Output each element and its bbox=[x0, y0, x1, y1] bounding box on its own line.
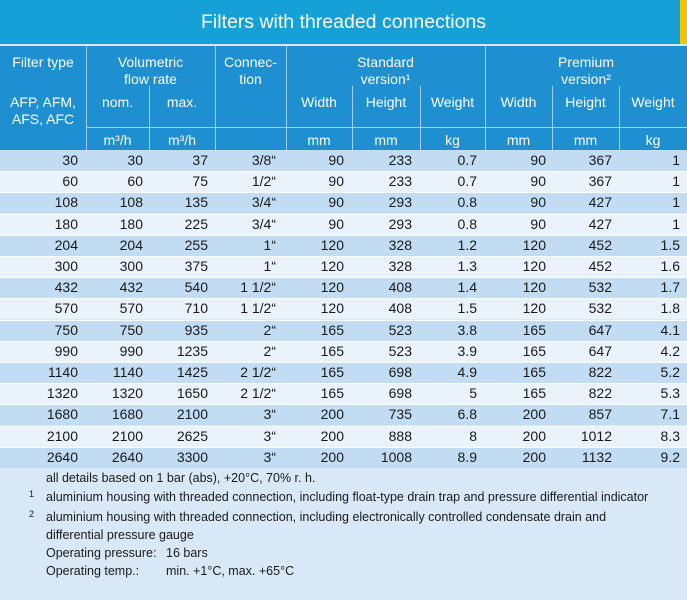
table-row bbox=[0, 320, 687, 341]
cell-prem-height: 367 bbox=[588, 152, 612, 168]
cell-std-weight: 5 bbox=[469, 385, 477, 401]
cell-prem-weight: 7.1 bbox=[660, 406, 680, 422]
footnote-mark-2: 2 bbox=[29, 509, 35, 519]
header-filter-type: Filter type bbox=[12, 54, 74, 70]
note-basis: all details based on 1 bar (abs), +20°C, 70% r. h. bbox=[46, 471, 316, 485]
cell-connection: 2“ bbox=[263, 343, 276, 359]
accent-stripe bbox=[680, 0, 687, 44]
row-separator bbox=[0, 383, 687, 384]
cell-prem-width: 90 bbox=[530, 194, 546, 210]
cell-std-height: 523 bbox=[388, 343, 412, 359]
header-premium: version² bbox=[561, 71, 611, 87]
unit-prem-height: mm bbox=[573, 132, 598, 148]
cell-flow-max: 75 bbox=[192, 173, 208, 189]
cell-std-width: 90 bbox=[328, 152, 344, 168]
cell-std-weight: 3.9 bbox=[457, 343, 477, 359]
header-prem-weight: Weight bbox=[631, 94, 675, 110]
cell-prem-width: 165 bbox=[522, 385, 546, 401]
header-standard: Standard bbox=[357, 54, 414, 70]
operating-pressure-value: 16 bars bbox=[166, 546, 208, 560]
cell-prem-weight: 1.5 bbox=[660, 237, 680, 253]
row-separator bbox=[0, 426, 687, 427]
table-row bbox=[0, 214, 687, 235]
cell-prem-weight: 1 bbox=[672, 194, 680, 210]
cell-std-height: 408 bbox=[388, 279, 412, 295]
table-row bbox=[0, 192, 687, 213]
cell-std-weight: 3.8 bbox=[457, 322, 477, 338]
cell-prem-weight: 8.3 bbox=[660, 428, 680, 444]
cell-flow-max: 2625 bbox=[176, 428, 208, 444]
table-title: Filters with threaded connections bbox=[200, 11, 487, 33]
table-row bbox=[0, 150, 687, 171]
table-row bbox=[0, 383, 687, 404]
cell-flow-max: 3300 bbox=[176, 449, 208, 465]
cell-flow-nom: 60 bbox=[127, 173, 143, 189]
cell-std-weight: 1.4 bbox=[457, 279, 477, 295]
cell-flow-nom: 1680 bbox=[111, 406, 143, 422]
unit-prem-weight: kg bbox=[645, 132, 661, 148]
cell-prem-weight: 4.1 bbox=[660, 322, 680, 338]
header-prem-height: Height bbox=[565, 94, 606, 110]
cell-filter-type: 180 bbox=[54, 216, 78, 232]
cell-prem-width: 120 bbox=[522, 237, 546, 253]
cell-std-width: 165 bbox=[320, 385, 344, 401]
cell-filter-type: 750 bbox=[54, 322, 78, 338]
cell-filter-type: 2640 bbox=[46, 449, 78, 465]
cell-std-height: 735 bbox=[388, 406, 412, 422]
cell-flow-max: 1425 bbox=[176, 364, 208, 380]
row-separator bbox=[0, 277, 687, 278]
cell-filter-type: 204 bbox=[54, 237, 78, 253]
cell-std-weight: 1.3 bbox=[457, 258, 477, 274]
unit-prem-width: mm bbox=[506, 132, 531, 148]
table-row bbox=[0, 235, 687, 256]
cell-prem-weight: 5.3 bbox=[660, 385, 680, 401]
cell-prem-weight: 1 bbox=[672, 152, 680, 168]
cell-flow-nom: 2100 bbox=[111, 428, 143, 444]
cell-flow-max: 375 bbox=[184, 258, 208, 274]
cell-flow-max: 135 bbox=[184, 194, 208, 210]
header-prem-width: Width bbox=[500, 94, 537, 110]
cell-std-width: 165 bbox=[320, 343, 344, 359]
cell-std-weight: 0.8 bbox=[457, 194, 477, 210]
cell-flow-max: 935 bbox=[184, 322, 208, 338]
cell-prem-width: 90 bbox=[530, 173, 546, 189]
cell-std-width: 200 bbox=[320, 406, 344, 422]
cell-flow-max: 37 bbox=[192, 152, 208, 168]
cell-prem-width: 120 bbox=[522, 279, 546, 295]
cell-std-width: 120 bbox=[320, 300, 344, 316]
cell-std-width: 165 bbox=[320, 322, 344, 338]
header-std-weight: Weight bbox=[430, 94, 475, 110]
header-premium: Premium bbox=[557, 54, 614, 70]
operating-temp-value: min. +1°C, max. +65°C bbox=[166, 564, 295, 578]
cell-std-weight: 4.9 bbox=[457, 364, 477, 380]
cell-prem-width: 90 bbox=[530, 216, 546, 232]
header-standard: version¹ bbox=[360, 71, 411, 87]
row-separator bbox=[0, 171, 687, 172]
cell-prem-height: 532 bbox=[588, 300, 612, 316]
cell-connection: 1“ bbox=[263, 258, 276, 274]
cell-prem-width: 200 bbox=[522, 449, 546, 465]
header-std-width: Width bbox=[301, 94, 337, 110]
cell-std-width: 90 bbox=[328, 194, 344, 210]
cell-std-width: 200 bbox=[320, 428, 344, 444]
table-row bbox=[0, 362, 687, 383]
cell-std-width: 120 bbox=[320, 237, 344, 253]
header-filter-models: AFS, AFC bbox=[11, 111, 75, 127]
cell-std-weight: 1.2 bbox=[457, 237, 477, 253]
cell-prem-height: 427 bbox=[588, 216, 612, 232]
cell-std-weight: 8 bbox=[469, 428, 477, 444]
cell-prem-weight: 1.6 bbox=[660, 258, 680, 274]
cell-connection: 3“ bbox=[263, 406, 276, 422]
cell-std-weight: 0.7 bbox=[457, 173, 477, 189]
row-separator bbox=[0, 362, 687, 363]
cell-prem-height: 1132 bbox=[581, 449, 612, 465]
cell-prem-height: 427 bbox=[588, 194, 612, 210]
table-row bbox=[0, 447, 687, 468]
cell-prem-width: 165 bbox=[522, 322, 546, 338]
cell-flow-max: 710 bbox=[184, 300, 208, 316]
cell-prem-weight: 1.7 bbox=[660, 279, 680, 295]
unit-std-width: mm bbox=[307, 132, 331, 148]
header-std-height: Height bbox=[365, 94, 407, 110]
unit-std-weight: kg bbox=[445, 132, 460, 148]
cell-prem-width: 120 bbox=[522, 300, 546, 316]
cell-filter-type: 108 bbox=[54, 194, 78, 210]
header-connection: Connec- bbox=[224, 54, 277, 70]
cell-connection: 2 1/2“ bbox=[240, 364, 276, 380]
unit-nom: m³/h bbox=[103, 132, 132, 148]
cell-prem-height: 452 bbox=[588, 258, 612, 274]
unit-std-height: mm bbox=[374, 132, 398, 148]
header-flow: flow rate bbox=[124, 71, 177, 87]
cell-prem-height: 647 bbox=[588, 322, 612, 338]
cell-flow-nom: 108 bbox=[119, 194, 143, 210]
cell-filter-type: 30 bbox=[62, 152, 78, 168]
cell-filter-type: 432 bbox=[54, 279, 78, 295]
footnote-2-line-1: aluminium housing with threaded connection, including electronically controlled condensate drain and bbox=[46, 510, 607, 524]
cell-filter-type: 570 bbox=[54, 300, 78, 316]
cell-prem-width: 90 bbox=[530, 152, 546, 168]
cell-prem-weight: 1.8 bbox=[660, 300, 680, 316]
cell-filter-type: 990 bbox=[54, 343, 78, 359]
row-separator bbox=[0, 192, 687, 193]
cell-connection: 1 1/2“ bbox=[240, 279, 276, 295]
cell-flow-nom: 750 bbox=[119, 322, 143, 338]
cell-flow-nom: 180 bbox=[119, 216, 143, 232]
cell-std-weight: 8.9 bbox=[457, 449, 477, 465]
cell-std-height: 293 bbox=[388, 216, 412, 232]
cell-connection: 3/8“ bbox=[251, 152, 276, 168]
cell-std-height: 328 bbox=[388, 258, 412, 274]
cell-flow-nom: 1140 bbox=[112, 364, 143, 380]
cell-std-width: 90 bbox=[328, 216, 344, 232]
cell-flow-nom: 204 bbox=[119, 237, 143, 253]
header-max: max. bbox=[166, 94, 198, 110]
table-row bbox=[0, 277, 687, 298]
cell-flow-nom: 570 bbox=[119, 300, 143, 316]
cell-prem-height: 822 bbox=[588, 385, 612, 401]
unit-divider bbox=[86, 127, 687, 128]
cell-connection: 2 1/2“ bbox=[240, 385, 276, 401]
header-filter-models: AFP, AFM, bbox=[10, 94, 76, 110]
cell-prem-height: 647 bbox=[588, 343, 612, 359]
cell-filter-type: 300 bbox=[54, 258, 78, 274]
cell-prem-weight: 5.2 bbox=[660, 364, 680, 380]
cell-prem-width: 165 bbox=[522, 343, 546, 359]
table-row bbox=[0, 404, 687, 425]
header-nom: nom. bbox=[101, 94, 134, 110]
row-separator bbox=[0, 320, 687, 321]
cell-prem-width: 200 bbox=[522, 406, 546, 422]
operating-temp bbox=[46, 562, 294, 580]
cell-filter-type: 1320 bbox=[46, 385, 78, 401]
cell-prem-height: 367 bbox=[588, 173, 612, 189]
table-row bbox=[0, 298, 687, 319]
cell-connection: 2“ bbox=[263, 322, 276, 338]
table-row bbox=[0, 426, 687, 447]
cell-flow-nom: 300 bbox=[119, 258, 143, 274]
cell-prem-height: 857 bbox=[588, 406, 612, 422]
cell-filter-type: 1140 bbox=[47, 364, 78, 380]
cell-connection: 3/4“ bbox=[251, 216, 276, 232]
cell-flow-max: 255 bbox=[184, 237, 208, 253]
table-row bbox=[0, 171, 687, 192]
cell-std-width: 120 bbox=[320, 258, 344, 274]
cell-prem-width: 200 bbox=[522, 428, 546, 444]
cell-std-width: 120 bbox=[320, 279, 344, 295]
cell-std-height: 408 bbox=[388, 300, 412, 316]
cell-flow-nom: 432 bbox=[119, 279, 143, 295]
cell-flow-max: 2100 bbox=[176, 406, 208, 422]
cell-connection: 3/4“ bbox=[251, 194, 276, 210]
cell-std-width: 200 bbox=[320, 449, 344, 465]
cell-connection: 1/2“ bbox=[251, 173, 276, 189]
cell-std-weight: 0.8 bbox=[457, 216, 477, 232]
row-separator bbox=[0, 404, 687, 405]
row-separator bbox=[0, 214, 687, 215]
cell-std-height: 233 bbox=[388, 152, 412, 168]
operating-temp-label: Operating temp.: bbox=[46, 564, 140, 578]
cell-prem-weight: 1 bbox=[672, 173, 680, 189]
cell-prem-width: 120 bbox=[522, 258, 546, 274]
row-separator bbox=[0, 298, 687, 299]
table-row bbox=[0, 341, 687, 362]
row-separator bbox=[0, 447, 687, 448]
cell-connection: 1“ bbox=[263, 237, 276, 253]
cell-connection: 3“ bbox=[263, 428, 276, 444]
cell-std-weight: 0.7 bbox=[457, 152, 477, 168]
operating-pressure-label: Operating pressure: bbox=[46, 546, 157, 560]
operating-pressure bbox=[46, 544, 208, 562]
cell-std-width: 90 bbox=[328, 173, 344, 189]
cell-std-height: 698 bbox=[388, 364, 412, 380]
cell-std-height: 1008 bbox=[380, 449, 412, 465]
cell-std-weight: 6.8 bbox=[457, 406, 477, 422]
cell-std-width: 165 bbox=[320, 364, 344, 380]
cell-std-height: 523 bbox=[388, 322, 412, 338]
cell-std-height: 293 bbox=[388, 194, 412, 210]
footnote-2-line-2: differential pressure gauge bbox=[46, 528, 194, 542]
footnote-mark-1: 1 bbox=[29, 489, 35, 499]
cell-prem-weight: 4.2 bbox=[660, 343, 680, 359]
cell-flow-max: 540 bbox=[184, 279, 208, 295]
cell-prem-height: 452 bbox=[588, 237, 612, 253]
table-row bbox=[0, 256, 687, 277]
cell-flow-nom: 990 bbox=[119, 343, 143, 359]
footnote-1: aluminium housing with threaded connection, including float-type drain trap and pressure differential indicator bbox=[46, 490, 649, 504]
row-separator bbox=[0, 256, 687, 257]
cell-prem-weight: 9.2 bbox=[660, 449, 680, 465]
cell-flow-nom: 1320 bbox=[111, 385, 143, 401]
header-flow: Volumetric bbox=[117, 54, 184, 70]
table-title-bar bbox=[0, 0, 687, 44]
header-connection: tion bbox=[239, 71, 262, 87]
cell-std-height: 328 bbox=[388, 237, 412, 253]
cell-prem-height: 822 bbox=[588, 364, 612, 380]
row-separator bbox=[0, 341, 687, 342]
cell-connection: 3“ bbox=[263, 449, 276, 465]
cell-filter-type: 60 bbox=[62, 173, 78, 189]
cell-flow-nom: 2640 bbox=[111, 449, 143, 465]
cell-filter-type: 1680 bbox=[46, 406, 78, 422]
row-separator bbox=[0, 235, 687, 236]
cell-prem-width: 165 bbox=[522, 364, 546, 380]
cell-flow-max: 1235 bbox=[176, 343, 208, 359]
cell-prem-weight: 1 bbox=[672, 216, 680, 232]
cell-std-height: 888 bbox=[388, 428, 412, 444]
unit-max: m³/h bbox=[168, 132, 196, 148]
cell-flow-max: 225 bbox=[184, 216, 208, 232]
cell-flow-max: 1650 bbox=[176, 385, 208, 401]
cell-flow-nom: 30 bbox=[127, 152, 143, 168]
cell-connection: 1 1/2“ bbox=[240, 300, 276, 316]
cell-std-height: 233 bbox=[388, 173, 412, 189]
cell-std-weight: 1.5 bbox=[457, 300, 477, 316]
cell-std-height: 698 bbox=[388, 385, 412, 401]
cell-prem-height: 1012 bbox=[580, 428, 612, 444]
cell-prem-height: 532 bbox=[588, 279, 612, 295]
cell-filter-type: 2100 bbox=[46, 428, 78, 444]
